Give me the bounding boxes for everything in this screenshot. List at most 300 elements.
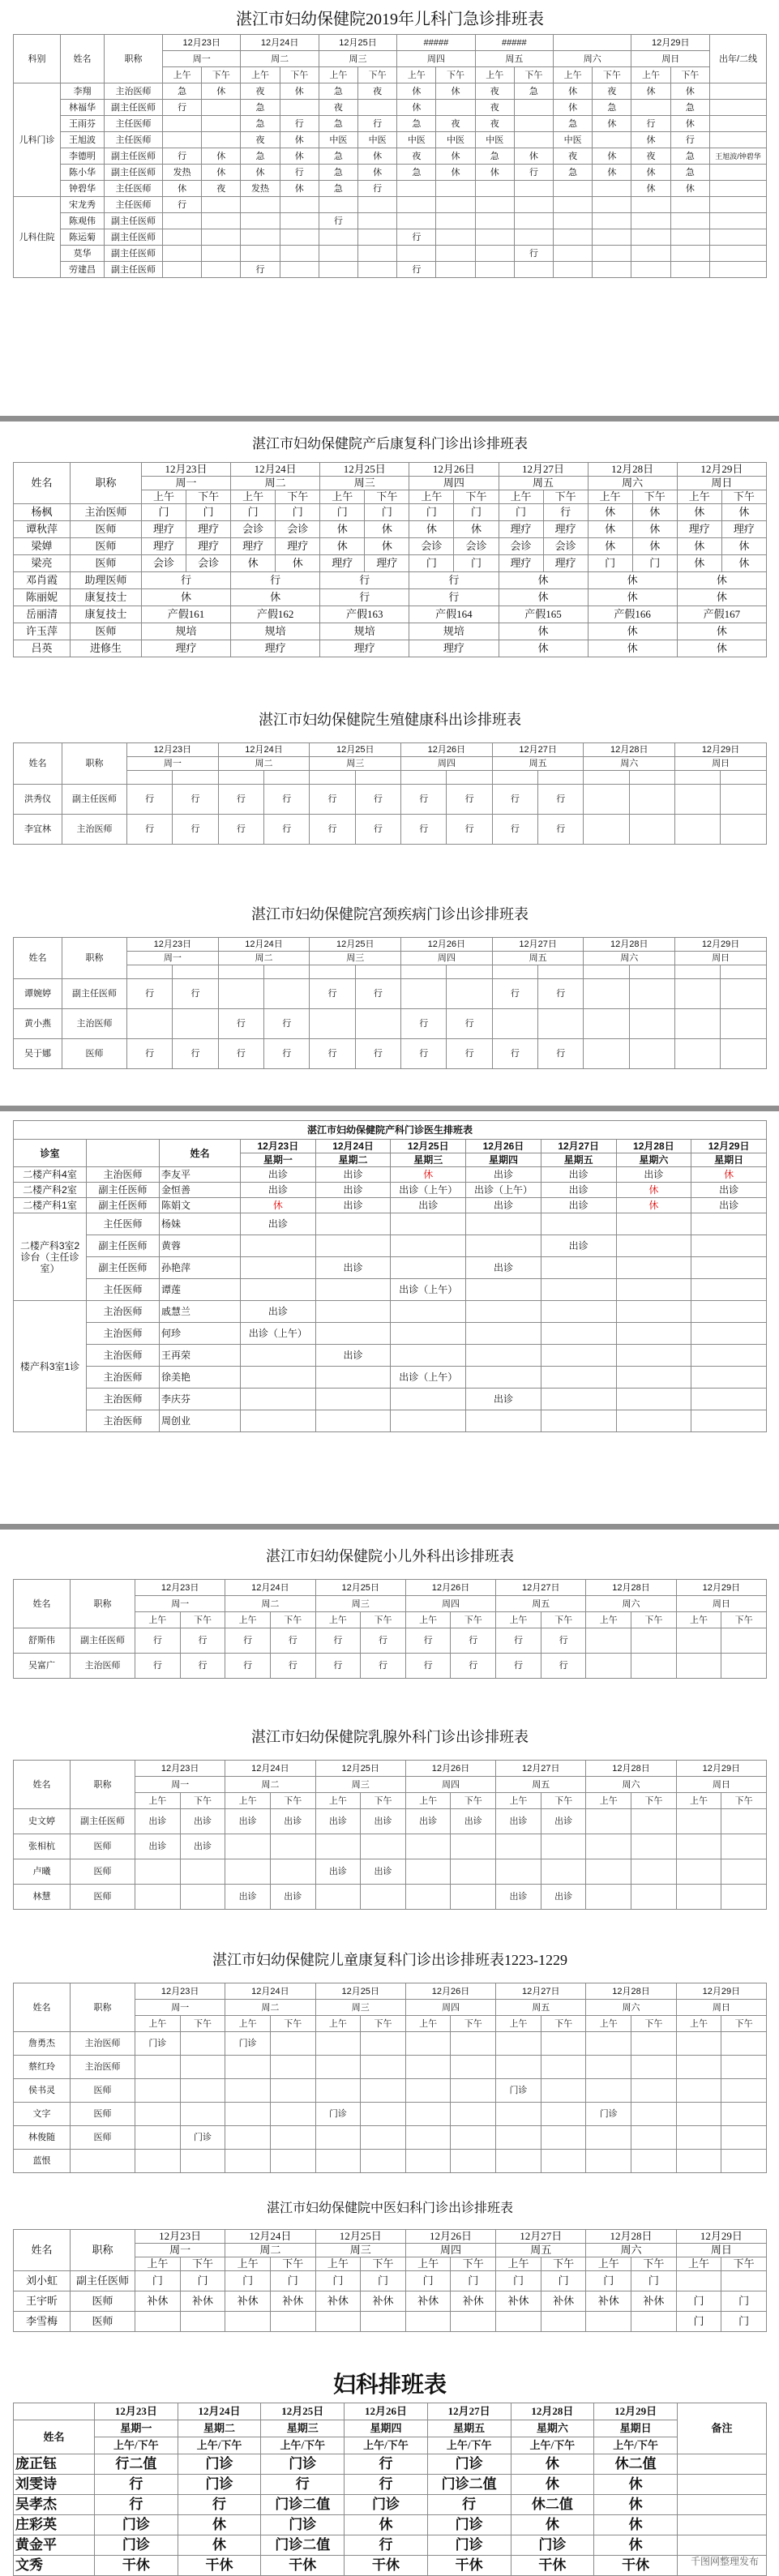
header-title: 职称 (71, 463, 142, 504)
shift-cell (541, 2032, 586, 2056)
shift-cell: 休 (721, 555, 766, 572)
doctor-title: 康复技士 (71, 589, 142, 606)
date-header: 12月29日 (631, 35, 710, 51)
shift-cell (391, 1389, 466, 1410)
obstetrics-table (13, 1120, 767, 1432)
shift-cell (721, 2103, 767, 2126)
shift-cell (358, 213, 397, 229)
am-header: 上午 (231, 490, 276, 504)
doctor-name: 周创业 (160, 1410, 241, 1432)
pm-header: 下午 (632, 490, 677, 504)
shift-cell (670, 213, 709, 229)
shift-cell (451, 1859, 496, 1885)
shift-cell (358, 100, 397, 116)
date-header: 12月28日 (584, 938, 675, 952)
shift-cell: 休 (631, 165, 670, 181)
date-header: 12月27日 (496, 1761, 586, 1777)
surgery-title: 湛江市妇幼保健院小儿外科出诊排班表 (266, 1548, 514, 1564)
shift-cell (676, 2079, 721, 2103)
shift-cell: 行 (315, 1654, 361, 1679)
shift-cell: 理疗 (186, 538, 231, 555)
shift-cell (676, 2056, 721, 2079)
shift-cell: 急 (670, 148, 709, 165)
header-name: 姓名 (14, 938, 62, 979)
table-row (14, 83, 767, 100)
gyn-table (13, 2403, 767, 2576)
doctor-title: 副主任医师 (62, 979, 127, 1009)
shift-cell (514, 132, 553, 148)
backup-cell (710, 181, 767, 197)
shift-cell (586, 2150, 631, 2173)
am-header: 上午 (676, 2016, 721, 2032)
note-cell (678, 2495, 767, 2515)
shift-cell: 补休 (270, 2291, 315, 2312)
shift-cell: 行 (173, 785, 218, 815)
shift-cell (310, 1009, 355, 1039)
doctor-name: 刘雯诗 (14, 2475, 95, 2495)
table-row (14, 572, 767, 589)
shift-cell: 门 (496, 2271, 541, 2291)
shift-cell (315, 1885, 361, 1910)
weekday-header: 周六 (586, 1777, 676, 1793)
doctor-name: 王再荣 (160, 1345, 241, 1367)
table-row (14, 1761, 767, 1777)
weekday-header: 周二 (241, 51, 319, 67)
shift-cell: 产假163 (320, 606, 409, 623)
shift-cell: 夜 (436, 116, 475, 132)
shift-cell (401, 979, 447, 1009)
pm-header: 下午 (280, 67, 319, 83)
shift-cell (593, 262, 631, 278)
shift-cell (135, 1885, 181, 1910)
shift-cell: 休 (436, 148, 475, 165)
am-header: 上午 (241, 67, 280, 83)
shift-cell: 干休 (178, 2556, 261, 2576)
shift-cell (541, 1859, 586, 1885)
doctor-name: 林福华 (61, 100, 105, 116)
weekday-header: 星期五 (427, 2420, 511, 2437)
weekday-header: 周三 (315, 1777, 405, 1793)
header-name: 姓名 (14, 1983, 71, 2032)
shift-cell: 休 (202, 83, 241, 100)
shift-cell (361, 2079, 406, 2103)
table-row (14, 1654, 767, 1679)
shift-cell: 中医 (397, 132, 436, 148)
shift-cell: 休 (593, 165, 631, 181)
table-row (14, 35, 767, 51)
shift-cell: 门 (231, 504, 276, 521)
shift-cell: 行 (218, 1039, 263, 1069)
am-header: 上午 (225, 1612, 271, 1628)
shift-cell: 行 (264, 1009, 310, 1039)
table-row (14, 504, 767, 521)
surgery-section (13, 1534, 767, 1679)
shift-cell: 行 (538, 1039, 584, 1069)
doctor-name: 舒斯伟 (14, 1628, 71, 1654)
doctor-name: 王雨芬 (61, 116, 105, 132)
shift-cell: 行 (225, 1654, 271, 1679)
shift-cell: 行 (345, 2475, 428, 2495)
shift-cell: 休 (632, 521, 677, 538)
shift-cell: 休二值 (594, 2454, 678, 2475)
shift-cell (631, 2079, 677, 2103)
weekday-header: 周一 (135, 1777, 225, 1793)
corner-cell (14, 2403, 95, 2420)
date-header: 12月27日 (492, 743, 584, 757)
shift-cell: 规培 (409, 623, 499, 640)
date-header: 12月23日 (127, 743, 219, 757)
doctor-title: 主治医师 (62, 815, 127, 845)
weekday-header: 周一 (135, 2000, 225, 2016)
pm-header (264, 965, 310, 979)
date-header: 12月28日 (584, 743, 675, 757)
shift-cell (397, 213, 436, 229)
shift-cell: 干休 (427, 2556, 511, 2576)
shift-cell: 急 (397, 116, 436, 132)
shift-cell (358, 262, 397, 278)
shift-cell: 行 (451, 1628, 496, 1654)
shift-cell: 门诊 (427, 2454, 511, 2475)
date-header: 12月24日 (225, 1983, 315, 2000)
pm-header: 下午 (451, 1793, 496, 1809)
shift-cell (541, 1389, 616, 1410)
shift-cell: 门 (454, 504, 499, 521)
table-row (14, 815, 767, 845)
shift-cell: 行 (142, 572, 231, 589)
doctor-title: 主任医师 (105, 116, 163, 132)
date-header: 12月25日 (315, 1983, 405, 2000)
shift-cell: 出诊 (541, 1809, 586, 1834)
shift-cell: 出诊（上午） (391, 1183, 466, 1198)
shift-cell: 休 (594, 2515, 678, 2535)
shift-cell (202, 213, 241, 229)
weekday-header: 周二 (225, 1596, 315, 1612)
table-row (14, 116, 767, 132)
shift-cell: 干休 (594, 2556, 678, 2576)
shift-cell: 休 (280, 148, 319, 165)
header-title: 职称 (71, 1761, 135, 1809)
table-row (14, 2230, 767, 2244)
date-header: 12月27日 (496, 1580, 586, 1596)
shift-cell (241, 229, 280, 246)
shift-cell (631, 2103, 677, 2126)
doctor-title: 主治医师 (87, 1167, 160, 1183)
weekday-header: 周一 (127, 952, 219, 965)
shift-cell (358, 197, 397, 213)
table-row (14, 1121, 767, 1140)
header-room: 诊室 (14, 1140, 87, 1167)
am-header: 上午 (315, 2257, 361, 2271)
shift-cell (405, 1834, 451, 1859)
shift-cell (554, 229, 593, 246)
weekday-header: 周二 (218, 952, 310, 965)
shift-cell: 出诊 (541, 1167, 616, 1183)
shift-cell (586, 1654, 631, 1679)
breast-title: 湛江市妇幼保健院乳腺外科门诊出诊排班表 (251, 1729, 529, 1745)
table-row (14, 2556, 767, 2576)
shift-cell: 门 (180, 2271, 225, 2291)
shift-cell: 行 (173, 979, 218, 1009)
doctor-title: 医师 (71, 555, 142, 572)
shift-cell: 行 (315, 1628, 361, 1654)
shift-cell (280, 100, 319, 116)
shift-cell (466, 1323, 541, 1345)
pm-header: 下午 (451, 2016, 496, 2032)
shift-cell: 出诊 (315, 1198, 391, 1213)
doctor-title: 主治医师 (105, 83, 163, 100)
shift-cell (631, 1885, 677, 1910)
table-row (14, 538, 767, 555)
shift-cell: 理疗 (409, 640, 499, 657)
table-row (14, 132, 767, 148)
date-header: 12月25日 (319, 35, 396, 51)
date-header: 12月29日 (676, 1983, 766, 2000)
shift-cell (319, 246, 357, 262)
shift-cell (541, 2103, 586, 2126)
shift-cell: 行 (225, 1628, 271, 1654)
header-title: 职称 (71, 1580, 135, 1628)
doctor-title: 主治医师 (71, 504, 142, 521)
shift-cell (127, 1009, 173, 1039)
shift-cell: 行 (538, 815, 584, 845)
shift-cell: 休 (677, 504, 721, 521)
shift-cell: 干休 (345, 2556, 428, 2576)
am-header (675, 965, 721, 979)
shift-cell: 休 (280, 181, 319, 197)
date-header: 12月23日 (135, 1761, 225, 1777)
shift-cell (496, 2056, 541, 2079)
pm-header: 下午 (454, 490, 499, 504)
shift-cell: 出诊 (315, 1859, 361, 1885)
shift-cell: 行 (670, 132, 709, 148)
shift-cell (631, 1834, 677, 1859)
shift-cell: 门诊 (95, 2515, 178, 2535)
weekday-header: 周日 (676, 2244, 766, 2257)
am-header: 上午 (319, 67, 357, 83)
table-row (14, 2032, 767, 2056)
shift-cell: 发热 (241, 181, 280, 197)
shift-cell: 补休 (225, 2291, 271, 2312)
shift-cell (721, 979, 767, 1009)
am-header (584, 965, 629, 979)
shift-cell: 行 (541, 1628, 586, 1654)
doctor-name: 林慧 (14, 1885, 71, 1910)
shift-cell (361, 2126, 406, 2150)
shift-cell (616, 1257, 691, 1279)
doctor-name: 陈运菊 (61, 229, 105, 246)
table-row (14, 2126, 767, 2150)
shift-cell (691, 1367, 767, 1389)
shift-cell (451, 1834, 496, 1859)
doctor-title: 副主任医师 (87, 1183, 160, 1198)
shift-cell: 休 (202, 165, 241, 181)
shift-cell: 出诊 (466, 1198, 541, 1213)
date-header: 12月24日 (225, 1761, 315, 1777)
shift-cell: 行 (401, 1039, 447, 1069)
shift-cell: 规培 (142, 623, 231, 640)
cervix-section (13, 892, 767, 1069)
date-header: 12月24日 (218, 743, 310, 757)
shift-cell: 规培 (320, 623, 409, 640)
room-cell: 二楼产科1室 (14, 1198, 87, 1213)
shift-cell: 急 (319, 83, 357, 100)
shift-cell: 出诊 (496, 1885, 541, 1910)
am-header (401, 771, 447, 785)
weekday-header: 周六 (584, 757, 675, 771)
shift-cell: 休 (631, 181, 670, 197)
shift-cell: 中医 (554, 132, 593, 148)
weekday-header: 星期二 (315, 1153, 391, 1167)
table-row (14, 1628, 767, 1654)
pm-header: 下午 (721, 490, 766, 504)
pm-header: 下午 (721, 2016, 767, 2032)
shift-cell (676, 1859, 721, 1885)
weekday-header: 周日 (676, 2000, 766, 2016)
shift-cell: 行 (264, 785, 310, 815)
doctor-name: 谭莲 (160, 1279, 241, 1301)
repro-title: 湛江市妇幼保健院生殖健康科出诊排班表 (259, 712, 521, 728)
shift-cell (586, 1628, 631, 1654)
shift-cell (721, 2271, 767, 2291)
date-header: 12月24日 (315, 1140, 391, 1153)
am-header: 上午 (586, 1793, 631, 1809)
header-dept: 科别 (14, 35, 61, 83)
shift-cell: 理疗 (231, 538, 276, 555)
weekday-header: 周四 (405, 1596, 495, 1612)
shift-cell: 休 (499, 572, 588, 589)
shift-cell: 行 (173, 815, 218, 845)
shift-cell (264, 979, 310, 1009)
shift-cell: 休 (588, 640, 677, 657)
date-header: 12月26日 (405, 1983, 495, 2000)
shift-cell (616, 1301, 691, 1323)
shift-cell: 补休 (496, 2291, 541, 2312)
shift-cell: 门 (142, 504, 186, 521)
shift-cell: 门 (721, 2312, 767, 2332)
shift-cell (270, 2056, 315, 2079)
shift-cell: 出诊 (180, 1834, 225, 1859)
shift-cell: 门诊 (586, 2103, 631, 2126)
repro-section (13, 697, 767, 845)
date-header: 12月25日 (320, 463, 409, 477)
child-rehab-section (13, 1937, 767, 2173)
am-header (218, 965, 263, 979)
shift-cell (586, 1809, 631, 1834)
shift-cell: 出诊 (361, 1859, 406, 1885)
shift-cell (180, 2150, 225, 2173)
table-row (14, 2271, 767, 2291)
shift-cell (270, 2032, 315, 2056)
am-header: 上午 (631, 67, 670, 83)
doctor-title: 主治医师 (71, 1654, 135, 1679)
am-header: 上午 (676, 2257, 721, 2271)
shift-cell: 休 (320, 521, 365, 538)
shift-cell: 急 (475, 148, 514, 165)
shift-cell (225, 2103, 271, 2126)
shift-cell (616, 1410, 691, 1432)
shift-cell (496, 2150, 541, 2173)
shift-cell (436, 213, 475, 229)
shift-cell (676, 2271, 721, 2291)
date-header: 12月24日 (241, 35, 319, 51)
doctor-name: 陈丽妮 (14, 589, 71, 606)
shift-cell: 补休 (586, 2291, 631, 2312)
shift-cell (721, 2032, 767, 2056)
weekday-header: 星期三 (391, 1153, 466, 1167)
doctor-name: 张相杭 (14, 1834, 71, 1859)
shift-cell: 急 (319, 116, 357, 132)
date-header: 12月25日 (310, 938, 401, 952)
date-header: 12月23日 (135, 1983, 225, 2000)
shift-cell: 门诊 (261, 2454, 345, 2475)
shift-cell: 休 (475, 165, 514, 181)
doctor-title: 主治医师 (71, 2032, 135, 2056)
date-header: 12月26日 (401, 938, 493, 952)
shift-cell: 休 (178, 2535, 261, 2556)
shift-cell (629, 815, 674, 845)
shift-cell: 出诊 (541, 1198, 616, 1213)
header-name: 姓名 (14, 743, 62, 785)
shift-cell (475, 229, 514, 246)
breast-section (13, 1714, 767, 1910)
shift-cell (721, 785, 767, 815)
shift-cell: 行 (127, 815, 173, 845)
am-header: 上午 (405, 1612, 451, 1628)
shift-cell: 行 (163, 148, 202, 165)
weekday-header: 星期六 (616, 1153, 691, 1167)
table-row (14, 757, 767, 771)
shift-cell: 休 (631, 132, 670, 148)
shift-cell (616, 1213, 691, 1235)
shift-cell: 行 (492, 1039, 537, 1069)
table-row (14, 2535, 767, 2556)
doctor-title: 医师 (71, 521, 142, 538)
room-cell: 二楼产科3室2诊台（主任诊室） (14, 1213, 87, 1301)
table-row (14, 2056, 767, 2079)
shift-cell (616, 1323, 691, 1345)
backup-cell (710, 132, 767, 148)
shift-cell: 出诊 (241, 1183, 316, 1198)
shift-cell (466, 1301, 541, 1323)
date-header: 12月27日 (496, 2230, 586, 2244)
shift-cell (436, 246, 475, 262)
doctor-name: 戚慧兰 (160, 1301, 241, 1323)
shift-cell: 休 (163, 181, 202, 197)
table-row (14, 1301, 767, 1323)
shift-cell: 急 (319, 148, 357, 165)
doctor-name: 李友平 (160, 1167, 241, 1183)
tcm-section (13, 2189, 767, 2332)
note-cell (678, 2454, 767, 2475)
shift-cell: 行 (405, 1654, 451, 1679)
shift-cell (721, 1039, 767, 1069)
weekday-header: 周三 (320, 477, 409, 490)
header-name: 姓名 (14, 463, 71, 504)
shift-cell: 行 (218, 785, 263, 815)
shift-cell (315, 2032, 361, 2056)
date-header: 12月23日 (127, 938, 219, 952)
date-header: 12月26日 (405, 2230, 495, 2244)
doctor-name: 梁亮 (14, 555, 71, 572)
weekday-header: 周一 (135, 2244, 225, 2257)
shift-cell (180, 1885, 225, 1910)
date-header: ##### (475, 35, 553, 51)
doctor-title: 医师 (71, 623, 142, 640)
shift-cell: 休 (511, 2454, 594, 2475)
shift-cell: 急 (397, 165, 436, 181)
shift-cell: 夜 (241, 132, 280, 148)
header-title: 职称 (62, 938, 127, 979)
